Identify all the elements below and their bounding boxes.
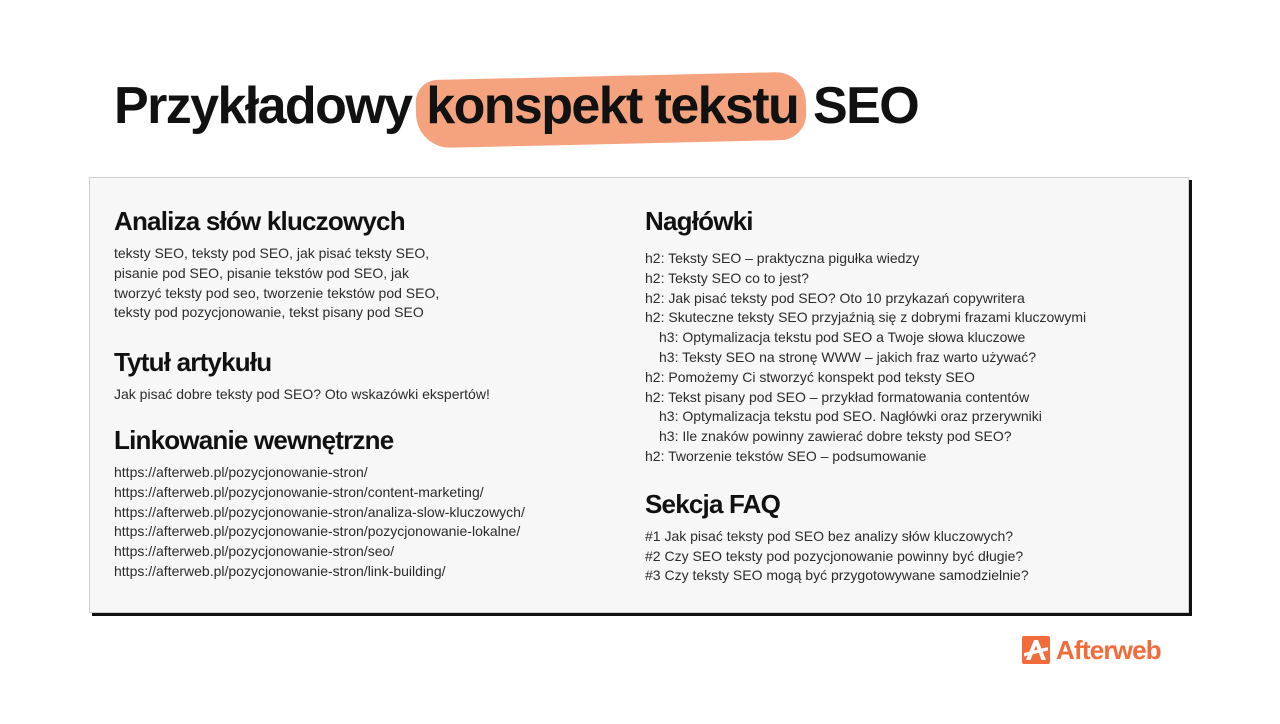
internal-links-list <box>114 463 614 582</box>
internal-link: https://afterweb.pl/pozycjonowanie-stron/link-building/ <box>114 562 446 579</box>
heading-item-h3: h3: Teksty SEO na stronę WWW – jakich fraz warto używać? <box>659 348 1037 365</box>
heading-item-h2: h2: Teksty SEO co to jest? <box>645 269 809 286</box>
article-title-text: Jak pisać dobre teksty pod SEO? Oto wskazówki ekspertów! <box>114 386 490 403</box>
heading-item-h2: h2: Teksty SEO – praktyczna pigułka wiedzy <box>645 250 920 266</box>
faq-section <box>645 487 1165 586</box>
heading-item-h2: h2: Skuteczne teksty SEO przyjaźnią się z dobrymi frazami kluczowymi <box>645 309 1087 326</box>
faq-list <box>645 527 1165 586</box>
faq-item: #2 Czy SEO teksty pod pozycjonowanie powinny być długie? <box>645 547 1024 564</box>
faq-heading: Sekcja FAQ <box>645 488 781 519</box>
keywords-line: pisanie pod SEO, pisanie tekstów pod SEO, jak <box>114 264 409 281</box>
internal-link: https://afterweb.pl/pozycjonowanie-stron/pozycjonowanie-lokalne/ <box>114 523 521 540</box>
heading-item-h3: h3: Optymalizacja tekstu pod SEO. Nagłówki oraz przerywniki <box>659 408 1042 425</box>
left-column <box>114 204 614 582</box>
headings-heading: Nagłówki <box>645 206 753 236</box>
heading-item-h3: h3: Optymalizacja tekstu pod SEO a Twoje słowa kluczowe <box>659 329 1026 346</box>
keywords-line: tworzyć teksty pod seo, tworzenie tekstów pod SEO, <box>114 284 440 301</box>
faq-item: #3 Czy teksty SEO mogą być przygotowywane samodzielnie? <box>645 567 1029 584</box>
heading-item-h2: h2: Tworzenie tekstów SEO – podsumowanie <box>645 447 927 464</box>
outline-card <box>89 177 1189 613</box>
headings-section <box>645 204 1165 467</box>
article-title-section <box>114 345 614 405</box>
keywords-line: teksty pod pozycjonowanie, tekst pisany pod SEO <box>114 304 424 321</box>
title-text-end: SEO <box>813 77 919 135</box>
internal-link: https://afterweb.pl/pozycjonowanie-stron/content-marketing/ <box>114 483 484 500</box>
headings-list <box>645 249 1165 467</box>
keywords-text <box>114 244 614 323</box>
internal-link: https://afterweb.pl/pozycjonowanie-stron/analiza-slow-kluczowych/ <box>114 503 525 520</box>
keywords-section <box>114 204 614 323</box>
heading-item-h3: h3: Ile znaków powinny zawierać dobre teksty pod SEO? <box>659 428 1012 445</box>
internal-links-heading: Linkowanie wewnętrzne <box>114 424 394 455</box>
heading-item-h2: h2: Jak pisać teksty pod SEO? Oto 10 przykazań copywritera <box>645 289 1025 306</box>
faq-item: #1 Jak pisać teksty pod SEO bez analizy słów kluczowych? <box>645 527 1014 544</box>
internal-link: https://afterweb.pl/pozycjonowanie-stron/ <box>114 463 368 480</box>
internal-link: https://afterweb.pl/pozycjonowanie-stron/seo/ <box>114 543 395 560</box>
keywords-heading: Analiza słów kluczowych <box>114 206 405 236</box>
title-text-start: Przykładowy <box>114 77 412 135</box>
logo-text: Afterweb <box>1056 635 1161 665</box>
afterweb-logo <box>1022 636 1161 664</box>
article-title-heading: Tytuł artykułu <box>114 347 272 378</box>
afterweb-logo-icon <box>1022 636 1050 664</box>
internal-links-section <box>114 423 614 582</box>
heading-item-h2: h2: Tekst pisany pod SEO – przykład formatowania contentów <box>645 388 1030 405</box>
page-title <box>114 66 918 146</box>
keywords-line: teksty SEO, teksty pod SEO, jak pisać teksty SEO, <box>114 245 430 261</box>
right-column <box>645 204 1165 586</box>
heading-item-h2: h2: Pomożemy Ci stworzyć konspekt pod teksty SEO <box>645 368 975 385</box>
title-highlight: konspekt tekstu <box>424 66 800 146</box>
